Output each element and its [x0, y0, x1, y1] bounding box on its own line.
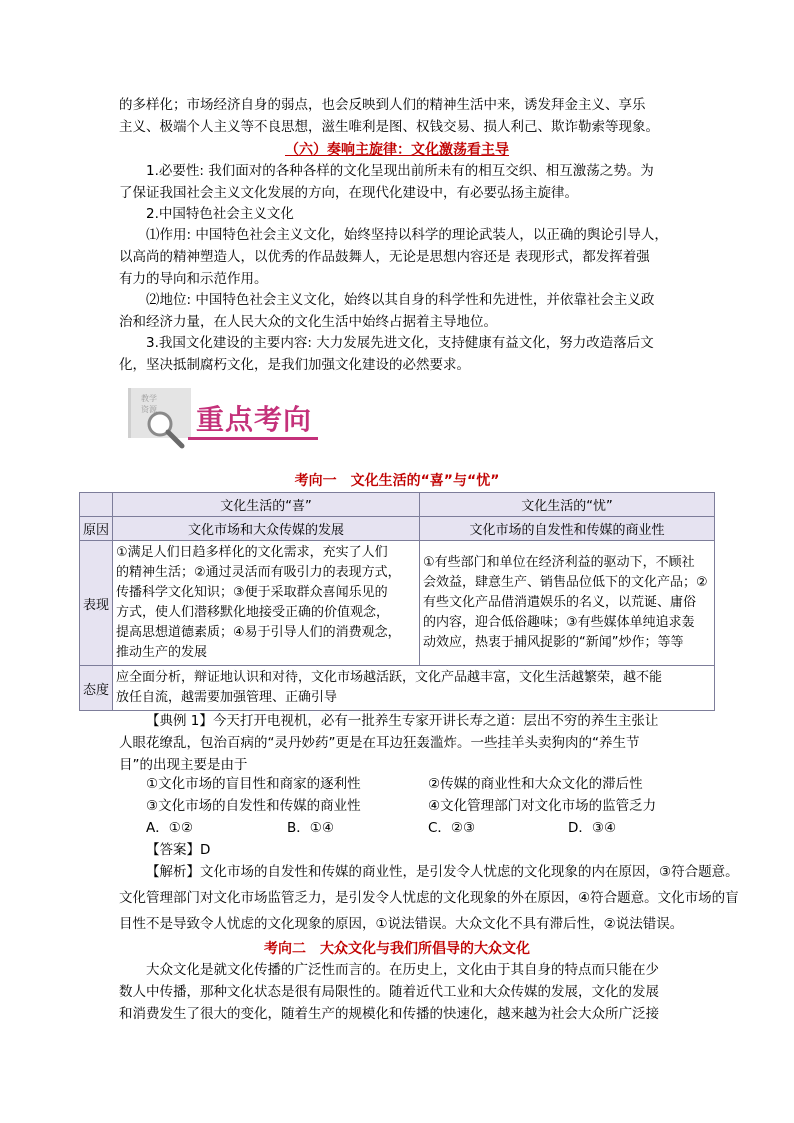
reason-worry: 文化市场的自发性和传媒的商业性 — [420, 517, 715, 541]
cell-line: 有些文化产品借消遣娱乐的名义，以荒诞、庸俗 — [423, 595, 697, 610]
example-stem — [119, 710, 679, 776]
text-line: 主义、极端个人主义等不良思想，滋生唯利是图、权钱交易、损人利己、欺诈勒索等现象。 — [119, 119, 659, 135]
badge-underline — [188, 437, 318, 440]
statement-2: ②传媒的商业性和大众文化的滞后性 — [428, 776, 643, 792]
necessity-paragraph — [119, 160, 679, 204]
key-directions-badge — [128, 384, 328, 464]
status-paragraph — [119, 289, 679, 333]
choice-a: A．①② — [146, 820, 193, 836]
direction-one-title: 考向一 文化生活的“喜”与“忧” — [294, 473, 500, 489]
magnifier-icon — [144, 408, 188, 452]
cell-line: ①有些部门和单位在经济利益的驱动下，不顾社 — [423, 555, 695, 570]
text-line: 目”的出现主要是由于 — [119, 757, 248, 773]
text-line: 化，坚决抵制腐朽文化，是我们加强文化建设的必然要求。 — [119, 357, 470, 373]
header-worry: 文化生活的“忧” — [420, 493, 715, 517]
row-label-performance: 表现 — [80, 541, 113, 666]
badge-small-text: 教学 — [141, 394, 157, 403]
badge-title: 重点考向 — [196, 403, 313, 436]
subsection-heading — [119, 203, 679, 225]
header-joy: 文化生活的“喜” — [113, 493, 420, 517]
attitude-cell — [113, 666, 715, 711]
statement-1: ①文化市场的盲目性和商家的逐利性 — [146, 776, 361, 792]
text-line: ⑵地位: 中国特色社会主义文化，始终以其自身的科学性和先进性，并依靠社会主义政 — [146, 292, 655, 308]
cell-line: 会效益，肆意生产、销售品位低下的文化产品；② — [423, 575, 708, 590]
text-line: 数人中传播，那种文化状态是很有局限性的。随着近代工业和大众传媒的发展，文化的发展 — [119, 984, 659, 1000]
cell-line: 动效应，热衷于捕风捉影的“新闻”炒作；等等 — [423, 635, 684, 650]
direction-two-title: 考向二 大众文化与我们所倡导的大众文化 — [264, 941, 530, 957]
performance-joy — [113, 541, 420, 666]
text-line: 的多样化；市场经济自身的弱点，也会反映到人们的精神生活中来，诱发拜金主义、享乐 — [119, 97, 646, 113]
intro-paragraph — [119, 94, 679, 138]
cell-line: 推动生产的发展 — [116, 645, 208, 660]
cell-line: 的内容，迎合低俗趣味；③有些媒体单纯追求轰 — [423, 615, 695, 630]
badge-small-text: 资源 — [141, 405, 157, 414]
reason-joy: 文化市场和大众传媒的发展 — [113, 517, 420, 541]
choice-b: B．①④ — [287, 820, 334, 836]
text-line: 有力的导向和示范作用。 — [119, 271, 268, 287]
table-corner-cell — [80, 493, 113, 517]
text-line: 1.必要性: 我们面对的各种各样的文化呈现出前所未有的相互交织、相互激荡之势。为 — [146, 163, 654, 179]
text-line: ⑴作用: 中国特色社会主义文化，始终坚持以科学的理论武装人，以正确的舆论引导人， — [146, 227, 668, 243]
cell-line: 的精神生活；②通过灵活而有吸引力的表现方式， — [116, 565, 401, 580]
cell-line: 放任自流，越需要加强管理、正确引导 — [116, 690, 338, 705]
text-line: 【典例 1】今天打开电视机，必有一批养生专家开讲长寿之道：层出不穷的养生主张让 — [146, 713, 659, 729]
text-line: 3.我国文化建设的主要内容: 大力发展先进文化，支持健康有益文化，努力改造落后文 — [146, 335, 654, 351]
joy-worry-table — [79, 492, 715, 711]
analysis-line: 文化管理部门对文化市场监管乏力，是引发令人忧虑的文化现象的外在原因，④符合题意。文化市场的盲 — [119, 890, 739, 906]
mass-culture-paragraph — [119, 959, 679, 1025]
text-line: 大众文化是就文化传播的广泛性而言的。在历史上，文化由于其自身的特点而只能在少 — [146, 962, 659, 978]
analysis-line: 目性不是导致令人忧虑的文化现象的原因，①说法错误。大众文化不具有滞后性，②说法错误。 — [119, 916, 684, 932]
statement-3: ③文化市场的自发性和传媒的商业性 — [146, 798, 361, 814]
text-line: 治和经济力量，在人民大众的文化生活中始终占据着主导地位。 — [119, 314, 497, 330]
cell-line: 提高思想道德素质；④易于引导人们的消费观念， — [116, 625, 401, 640]
text-line: 人眼花缭乱，包治百病的“灵丹妙药”更是在耳边狂轰滥炸。一些挂羊头卖狗肉的“养生节 — [119, 735, 640, 751]
cell-line: 传播科学文化知识；③便于采取群众喜闻乐见的 — [116, 585, 388, 600]
row-label-reason: 原因 — [80, 517, 113, 541]
choice-d: D．③④ — [568, 820, 617, 836]
content-paragraph — [119, 332, 679, 376]
row-label-attitude: 态度 — [80, 666, 113, 711]
analysis-line: 【解析】文化市场的自发性和传媒的商业性，是引发令人忧虑的文化现象的内在原因，③符合题意。 — [146, 864, 739, 880]
answer: 【答案】D — [146, 842, 211, 858]
choice-c: C．②③ — [428, 820, 476, 836]
text-line: 了保证我国社会主义文化发展的方向，在现代化建设中，有必要弘扬主旋律。 — [119, 185, 578, 201]
text-line: 以高尚的精神塑造人，以优秀的作品鼓舞人，无论是思想内容还是 表现形式，都发挥着强 — [119, 249, 650, 265]
section-title: （六）奏响主旋律：文化激荡看主导 — [285, 142, 509, 158]
text-line: 2.中国特色社会主义文化 — [146, 206, 294, 222]
statement-4: ④文化管理部门对文化市场的监管乏力 — [428, 798, 657, 814]
performance-worry — [420, 541, 715, 666]
text-line: 和消费发生了很大的变化，随着生产的规模化和传播的快速化，越来越为社会大众所广泛接 — [119, 1006, 659, 1022]
cell-line: ①满足人们日趋多样化的文化需求，充实了人们 — [116, 545, 388, 560]
function-paragraph — [119, 224, 679, 290]
cell-line: 应全面分析，辩证地认识和对待，文化市场越活跃，文化产品越丰富，文化生活越繁荣，越不能 — [116, 670, 663, 685]
cell-line: 方式，使人们潜移默化地接受正确的价值观念， — [116, 605, 390, 620]
